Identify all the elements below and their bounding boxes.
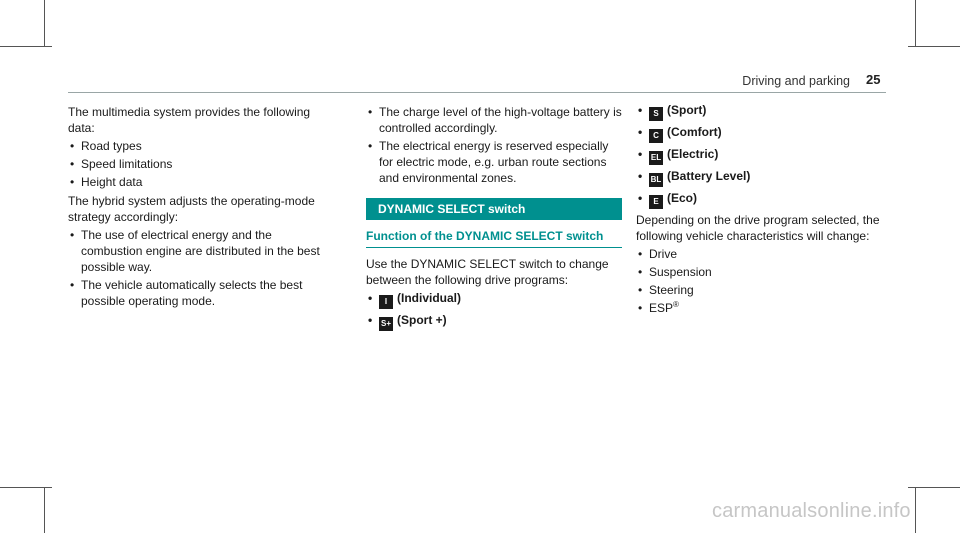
battery-level-mode-icon: BL (649, 173, 663, 187)
page-number: 25 (866, 72, 881, 87)
program-label: (Eco) (667, 191, 697, 205)
intro-paragraph: The multimedia system provides the following data: (68, 105, 311, 135)
strategy-paragraph: The hybrid system adjusts the operating-mode strategy accordingly: (68, 194, 315, 224)
list-item: • The electrical energy is reserved especially for electric mode, e.g. urban route sections and environmental zones. (366, 138, 622, 186)
program-label: (Electric) (667, 147, 719, 161)
comfort-mode-icon: C (649, 129, 663, 143)
crop-mark (915, 0, 916, 46)
program-list (366, 290, 622, 331)
electric-mode-icon: EL (649, 151, 663, 165)
list-item: • Road types (68, 138, 326, 154)
column-1 (68, 104, 326, 312)
eco-mode-icon: E (649, 195, 663, 209)
list-item: • Speed limitations (68, 156, 326, 172)
program-label: (Battery Level) (667, 169, 751, 183)
registered-mark: ® (673, 300, 679, 309)
crop-mark (44, 0, 45, 46)
crop-mark (44, 487, 45, 533)
column-2 (366, 104, 622, 334)
characteristics-list (636, 246, 886, 316)
list-item: • Steering (636, 282, 886, 298)
esp-label: ESP (649, 301, 674, 315)
program-individual (366, 290, 622, 309)
column-3 (636, 102, 886, 319)
list-item: • Suspension (636, 264, 886, 280)
sport-mode-icon: S (649, 107, 663, 121)
running-title: Driving and parking (742, 74, 850, 88)
crop-mark (0, 46, 52, 47)
list-item: • The vehicle automatically selects the best possible operating mode. (68, 277, 326, 309)
list-item-esp (636, 300, 886, 316)
program-sport (636, 102, 886, 121)
section-heading: DYNAMIC SELECT switch (366, 198, 622, 220)
program-label: (Comfort) (667, 125, 722, 139)
list-item: • Drive (636, 246, 886, 262)
program-comfort (636, 124, 886, 143)
watermark: carmanualsonline.info (712, 500, 911, 522)
list-item: • Height data (68, 174, 326, 190)
battery-list (366, 104, 622, 186)
program-label: (Sport +) (397, 313, 447, 327)
program-sport-plus (366, 312, 622, 331)
program-battery-level (636, 168, 886, 187)
program-label: (Sport) (667, 103, 707, 117)
sport-plus-mode-icon: S+ (379, 317, 393, 331)
characteristics-paragraph: Depending on the drive program selected, the following vehicle characteristics will change: (636, 213, 880, 243)
program-electric (636, 146, 886, 165)
subheading: Function of the DYNAMIC SELECT switch (366, 228, 622, 248)
crop-mark (908, 46, 960, 47)
data-list (68, 138, 326, 190)
list-item: • The charge level of the high-voltage battery is controlled accordingly. (366, 104, 622, 136)
program-eco (636, 190, 886, 209)
program-list-continued (636, 102, 886, 209)
list-item: • The use of electrical energy and the combustion engine are distributed in the best possible way. (68, 227, 326, 275)
program-label: (Individual) (397, 291, 461, 305)
instruction-paragraph: Use the DYNAMIC SELECT switch to change between the following drive programs: (366, 257, 609, 287)
strategy-list (68, 227, 326, 309)
individual-mode-icon: I (379, 295, 393, 309)
header-rule (68, 92, 886, 93)
crop-mark (915, 487, 916, 533)
